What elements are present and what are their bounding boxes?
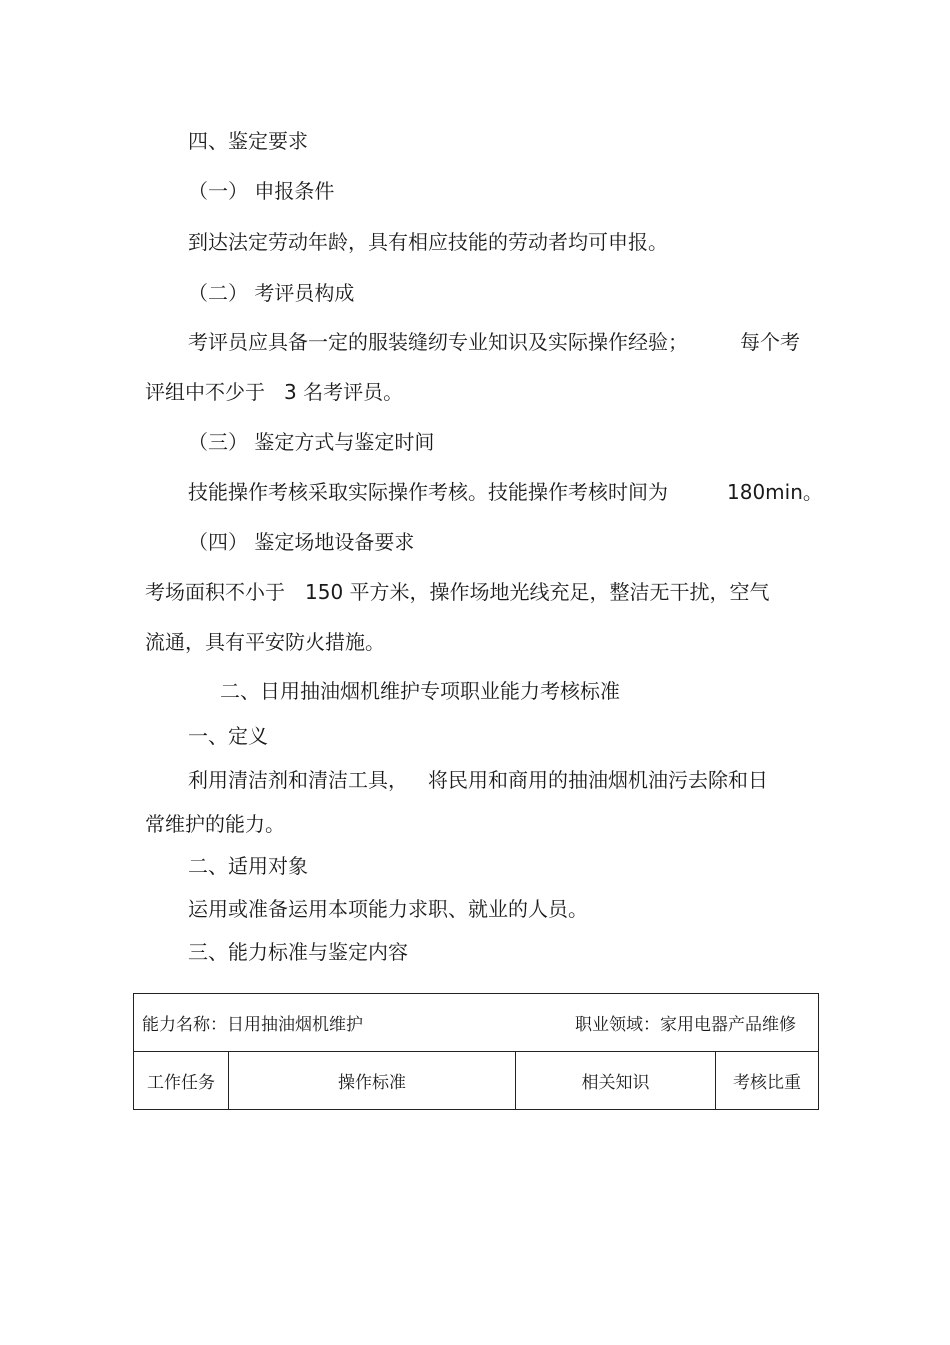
subsection-venue-heading: （四） 鉴定场地设备要求 — [188, 530, 415, 554]
content-heading: 三、能力标准与鉴定内容 — [188, 940, 408, 964]
definition-text-a2: 将民用和商用的抽油烟机油污去除和日 — [428, 768, 768, 792]
definition-text-b: 常维护的能力。 — [145, 812, 285, 836]
method-text-a: 技能操作考核采取实际操作考核。技能操作考核时间为 — [188, 480, 668, 504]
scope-text: 运用或准备运用本项能力求职、就业的人员。 — [188, 897, 588, 921]
subsection-method-heading: （三） 鉴定方式与鉴定时间 — [188, 430, 435, 454]
scope-heading: 二、适用对象 — [188, 854, 308, 878]
definition-heading: 一、定义 — [188, 724, 268, 748]
examiners-text-c2: 3 名考评员。 — [284, 380, 404, 404]
standard-title: 二、日用抽油烟机维护专项职业能力考核标准 — [220, 679, 620, 703]
col-header-related-knowledge: 相关知识 — [516, 1052, 716, 1110]
table-info-cell — [134, 994, 819, 1052]
venue-text-b: 流通，具有平安防火措施。 — [145, 630, 385, 654]
section-4-heading: 四、鉴定要求 — [188, 129, 308, 153]
examiners-text-c1: 评组中不少于 — [145, 380, 265, 404]
table-column-header-row — [134, 1052, 819, 1110]
subsection-application-heading: （一） 申报条件 — [188, 179, 335, 203]
field-label: 职业领域：家用电器产品维修 — [575, 1015, 796, 1035]
col-header-task: 工作任务 — [134, 1052, 229, 1110]
ability-name-label: 能力名称：日用抽油烟机维护 — [142, 1015, 363, 1035]
venue-text-a1: 考场面积不小于 — [145, 580, 285, 604]
method-text-b: 180min。 — [727, 480, 823, 504]
examiners-text-a: 考评员应具备一定的服装缝纫专业知识及实际操作经验； — [188, 330, 688, 354]
table-header-info-row — [134, 994, 819, 1052]
col-header-operation-standard: 操作标准 — [229, 1052, 516, 1110]
definition-text-a1: 利用清洁剂和清洁工具， — [188, 768, 408, 792]
col-header-weight: 考核比重 — [716, 1052, 819, 1110]
examiners-text-b: 每个考 — [740, 330, 800, 354]
subsection-examiners-heading: （二） 考评员构成 — [188, 281, 355, 305]
ability-standard-table — [133, 993, 819, 1110]
venue-text-a2: 150 平方米，操作场地光线充足，整洁无干扰，空气 — [305, 580, 770, 604]
application-text: 到达法定劳动年龄，具有相应技能的劳动者均可申报。 — [188, 230, 668, 254]
